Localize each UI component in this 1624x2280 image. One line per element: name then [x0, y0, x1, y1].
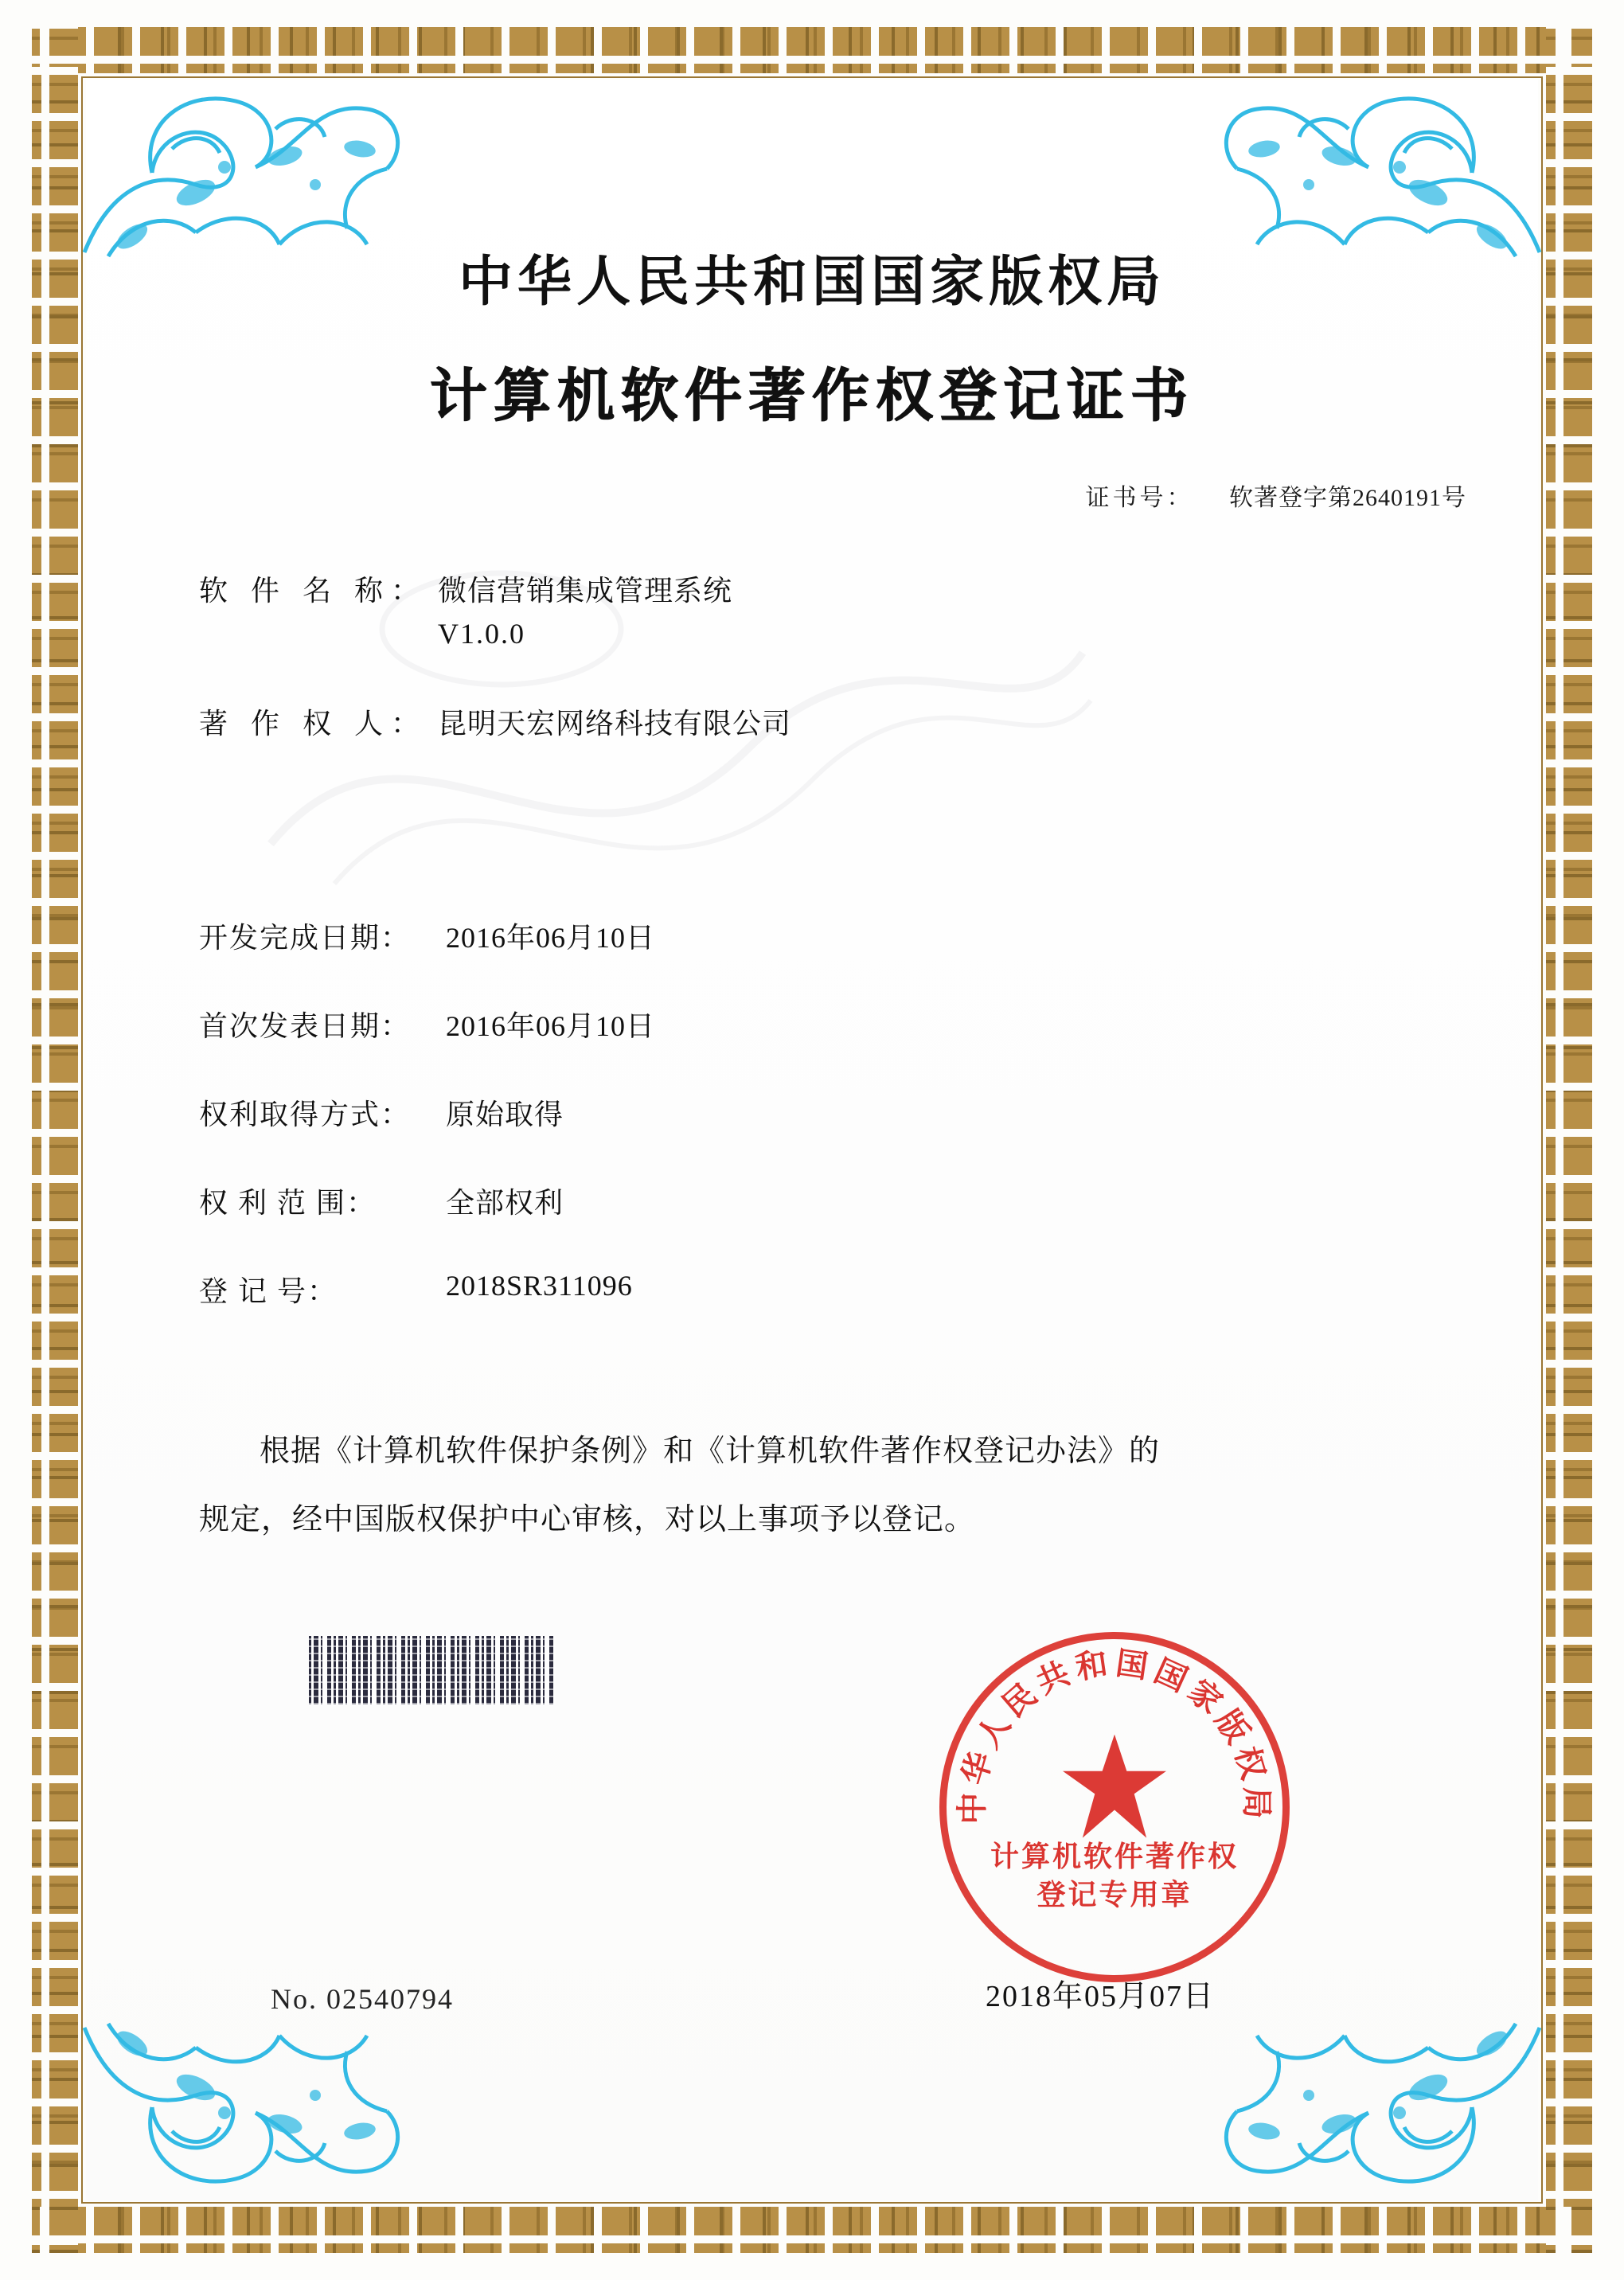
field-value-registration-number: 2018SR311096 — [446, 1270, 633, 1302]
certificate-number-label: 证书号： — [1085, 485, 1194, 511]
corner-ornament-top-left — [76, 73, 411, 264]
certificate-number — [1086, 478, 1467, 513]
primary-fields — [199, 568, 1409, 756]
field-row-first-publish-date — [199, 1004, 1409, 1044]
field-value-development-date: 2016年06月10日 — [446, 922, 656, 954]
barcode-image — [309, 1636, 556, 1704]
field-row-development-date — [199, 916, 1409, 956]
serial-label: No. — [271, 1983, 318, 2015]
border-band-top — [32, 27, 1592, 73]
field-label-acquisition-method: 权利取得方式： — [199, 1099, 412, 1130]
field-value-rights-scope: 全部权利 — [446, 1187, 564, 1219]
field-label-registration-number: 登 记 号： — [199, 1275, 338, 1307]
software-version-text: V1.0.0 — [438, 618, 525, 650]
field-label-rights-scope: 权 利 范 围： — [199, 1187, 377, 1219]
corner-ornament-bottom-right — [1213, 2016, 1548, 2207]
corner-ornament-bottom-left — [76, 2016, 411, 2207]
title-block — [0, 239, 1624, 432]
field-row-copyright-owner — [199, 701, 1409, 742]
border-band-bottom — [32, 2207, 1592, 2253]
seal-arc-label: 中华人民共和国国家版权局 — [954, 1645, 1275, 1825]
official-seal — [939, 1632, 1290, 1982]
field-row-acquisition-method — [199, 1092, 1409, 1133]
field-label-first-publish-date: 首次发表日期： — [199, 1010, 412, 1042]
statement-line-1: 根据《计算机软件保护条例》和《计算机软件著作权登记办法》的 — [260, 1435, 1161, 1468]
field-row-software-name — [199, 568, 1409, 650]
serial-number — [271, 1982, 454, 2016]
field-label-software-name: 软 件 名 称： — [199, 575, 428, 607]
certificate-number-value: 软著登字第2640191号 — [1229, 485, 1466, 511]
statement-line-2: 规定，经中国版权保护中心审核，对以上事项予以登记。 — [199, 1503, 976, 1536]
field-value-first-publish-date: 2016年06月10日 — [446, 1010, 656, 1042]
detail-fields — [199, 916, 1409, 1357]
field-value-copyright-owner: 昆明天宏网络科技有限公司 — [438, 708, 792, 740]
software-name-text: 微信营销集成管理系统 — [438, 575, 733, 607]
field-label-copyright-owner: 著 作 权 人： — [199, 708, 428, 740]
corner-ornament-top-right — [1213, 73, 1548, 264]
seal-bottom-line-1: 计算机软件著作权 — [990, 1841, 1239, 1872]
field-row-registration-number — [199, 1269, 1409, 1310]
issue-date: 2018年05月07日 — [986, 1980, 1216, 2013]
statement-paragraph — [199, 1417, 1417, 1554]
issuer-title: 中华人民共和国国家版权局 — [458, 252, 1165, 312]
field-value-acquisition-method: 原始取得 — [446, 1099, 564, 1130]
field-label-development-date: 开发完成日期： — [199, 922, 412, 954]
seal-bottom-line-2: 登记专用章 — [1036, 1879, 1193, 1911]
serial-value: 02540794 — [326, 1983, 454, 2015]
seal-bottom-text — [939, 1837, 1290, 1914]
field-value-software-name — [438, 568, 1409, 650]
field-row-rights-scope — [199, 1181, 1409, 1221]
certificate-title: 计算机软件著作权登记证书 — [429, 365, 1194, 428]
